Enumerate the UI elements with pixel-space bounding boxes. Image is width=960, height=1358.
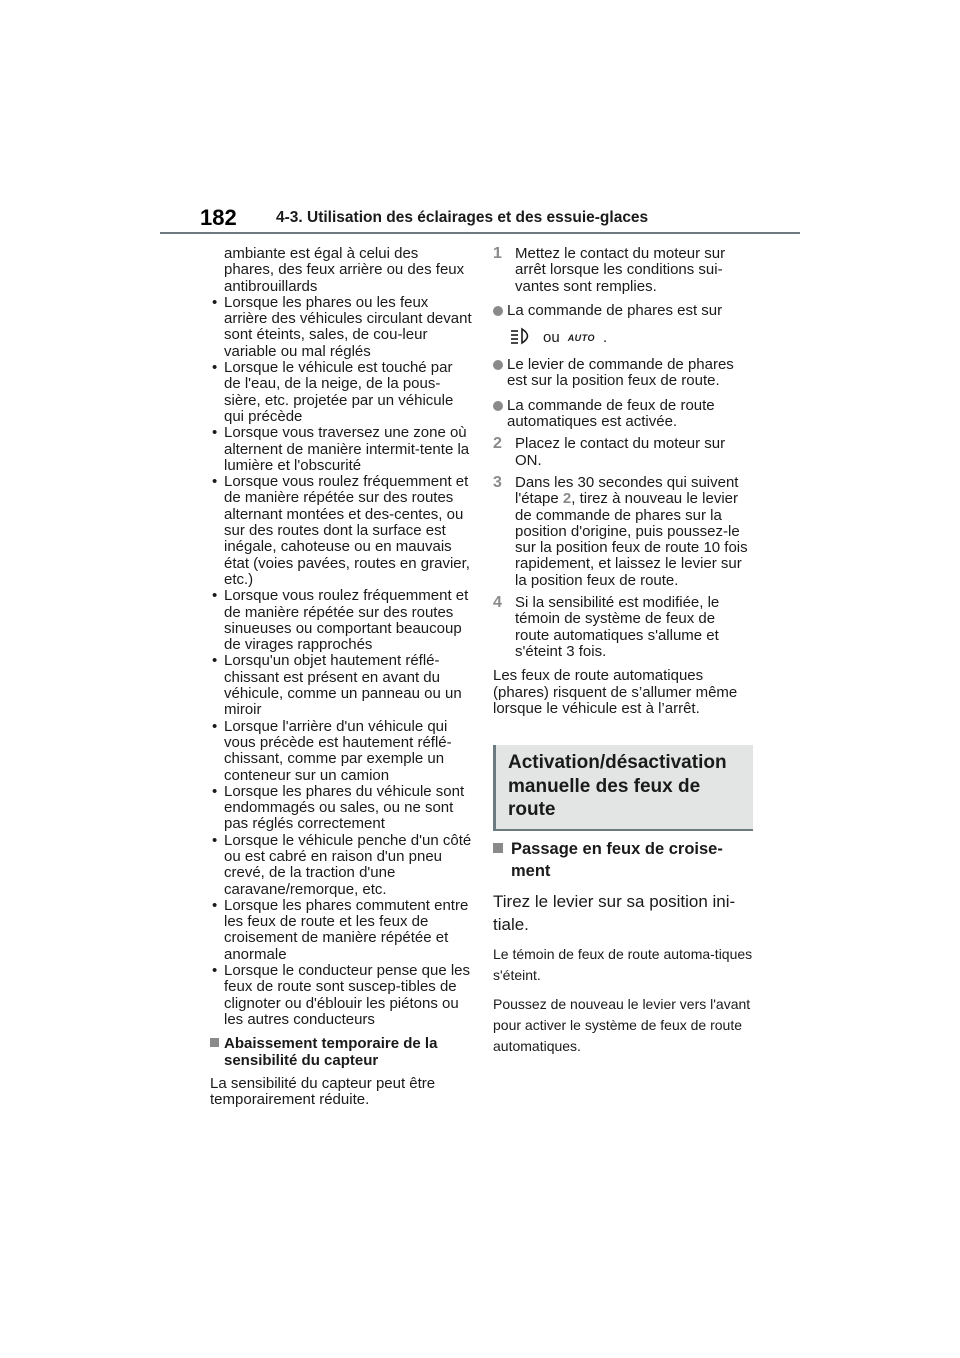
step-3 <box>493 475 753 589</box>
square-bullet-icon <box>493 843 503 853</box>
condition-text: La commande de feux de route automatiques est activée. <box>507 396 715 431</box>
list-item: • Lorsque le véhicule penche d'un côté ou est cabré en raison d'un pneu crevé, de la traction d'une caravane/remorque, etc. <box>210 833 472 898</box>
step-text-b: , tirez à nouveau le levier de commande de phares sur la position d'origine, puis poussez-le sur la position feux de route 10 fois rapidement, et laissez le levier sur la position feux de route. <box>515 490 748 589</box>
step-text: Si la sensibilité est modifiée, le témoin de système de feux de route automatiques s'allume et s'éteint 3 fois. <box>515 594 720 660</box>
step-text-a: Dans les 30 secondes qui suivent l'étape <box>515 473 739 508</box>
headlight-icon <box>509 327 535 349</box>
step-number: 1 <box>493 245 502 262</box>
list-item: • Lorsque vous roulez fréquemment et de manière répétée sur des routes alternant montées et des-centes, ou sur des routes dont la surface est inégale, cahoteuse ou en mauvais état (voies pavées, routes en gravier, etc.) <box>210 474 472 588</box>
indicator-text: Le témoin de feux de route automa-tiques s'éteint. <box>493 946 753 983</box>
step-number: 2 <box>493 435 502 453</box>
subheading-text: Abaissement temporaire de la sensibilité du capteur <box>224 1035 438 1069</box>
list-item: • Lorsque vous traversez une zone où alternent de manière intermit-tente la lumière et l'obscurité <box>210 425 472 474</box>
auto-icon: AUTO <box>567 333 596 344</box>
sensitivity-paragraph: La sensibilité du capteur peut être temporairement réduite. <box>210 1074 436 1109</box>
list-item: • Lorsqu'un objet hautement réflé-chissant est présent en avant du véhicule, comme un panneau ou un miroir <box>210 653 472 718</box>
list-item: • Lorsque les phares du véhicule sont endommagés ou sales, ou ne sont pas réglés correctement <box>210 784 472 833</box>
switch-positions <box>493 327 753 349</box>
section-box-title: Activation/désactivation manuelle des feux de route <box>508 752 727 820</box>
section-box <box>493 745 753 831</box>
round-bullet-icon <box>493 360 503 370</box>
header-rule <box>160 232 800 234</box>
step-text: Placez le contact du moteur sur ON. <box>515 435 726 469</box>
condition-text: La commande de phares est sur <box>507 301 723 319</box>
list-item: • Lorsque l'arrière d'un véhicule qui vous précède est hautement réflé-chissant, comme par exemple un conteneur sur un camion <box>210 719 472 784</box>
or-text: ou <box>543 329 560 347</box>
right-column <box>493 246 753 717</box>
note-paragraph: Les feux de route automatiques (phares) risquent de s’allumer même lorsque le véhicule est à l’arrêt. <box>493 667 738 717</box>
step-1 <box>493 246 753 295</box>
step-2 <box>493 436 753 469</box>
step-reference: 2 <box>562 490 572 508</box>
list-item: • Lorsque les phares ou les feux arrière des véhicules circulant devant sont éteints, sales, de cou-leur variable ou mal réglés <box>210 295 472 360</box>
step-number: 3 <box>493 473 502 491</box>
condition-headlight-switch <box>493 303 753 319</box>
instruction-text: Tirez le levier sur sa position ini-tiale. <box>493 892 736 934</box>
period-text: . <box>603 329 608 347</box>
condition-list <box>210 295 472 1028</box>
reactivate-text: Poussez de nouveau le levier vers l'avant pour activer le système de feux de route automatiques. <box>493 996 751 1054</box>
left-column <box>210 246 472 1108</box>
condition-lever-position <box>493 357 753 390</box>
list-item: • Lorsque vous roulez fréquemment et de manière répétée sur des routes sinueuses ou comportant beaucoup de virages rapprochés <box>210 588 472 653</box>
square-bullet-icon <box>210 1038 219 1047</box>
step-text: Mettez le contact du moteur sur arrêt lorsque les conditions sui-vantes sont remplies. <box>515 245 726 295</box>
round-bullet-icon <box>493 401 503 411</box>
list-item: • Lorsque le véhicule est touché par de l'eau, de la neige, de la pous-sière, etc. projetée par un véhicule qui précède <box>210 360 472 425</box>
subheading-sensitivity <box>210 1036 472 1069</box>
page-number: 182 <box>200 205 237 230</box>
subheading-low-beam <box>493 838 755 882</box>
list-item: • Lorsque les phares commutent entre les feux de route et les feux de croisement de manière répétée et anormale <box>210 898 472 963</box>
manual-section <box>493 838 755 1057</box>
step-number: 4 <box>493 594 502 612</box>
condition-text: Le levier de commande de phares est sur la position feux de route. <box>507 356 734 390</box>
condition-auto-high-beam <box>493 398 753 431</box>
subheading-text: Passage en feux de croise-ment <box>511 840 723 880</box>
section-title: 4-3. Utilisation des éclairages et des essuie-glaces <box>276 209 649 226</box>
step-4 <box>493 595 753 660</box>
list-item: • Lorsque le conducteur pense que les feux de route sont suscep-tibles de clignoter ou d'éblouir les piétons ou les autres conducteurs <box>210 963 472 1028</box>
continuation-text: ambiante est égal à celui des phares, des feux arrière ou des feux antibrouillards <box>224 245 465 295</box>
round-bullet-icon <box>493 306 503 316</box>
